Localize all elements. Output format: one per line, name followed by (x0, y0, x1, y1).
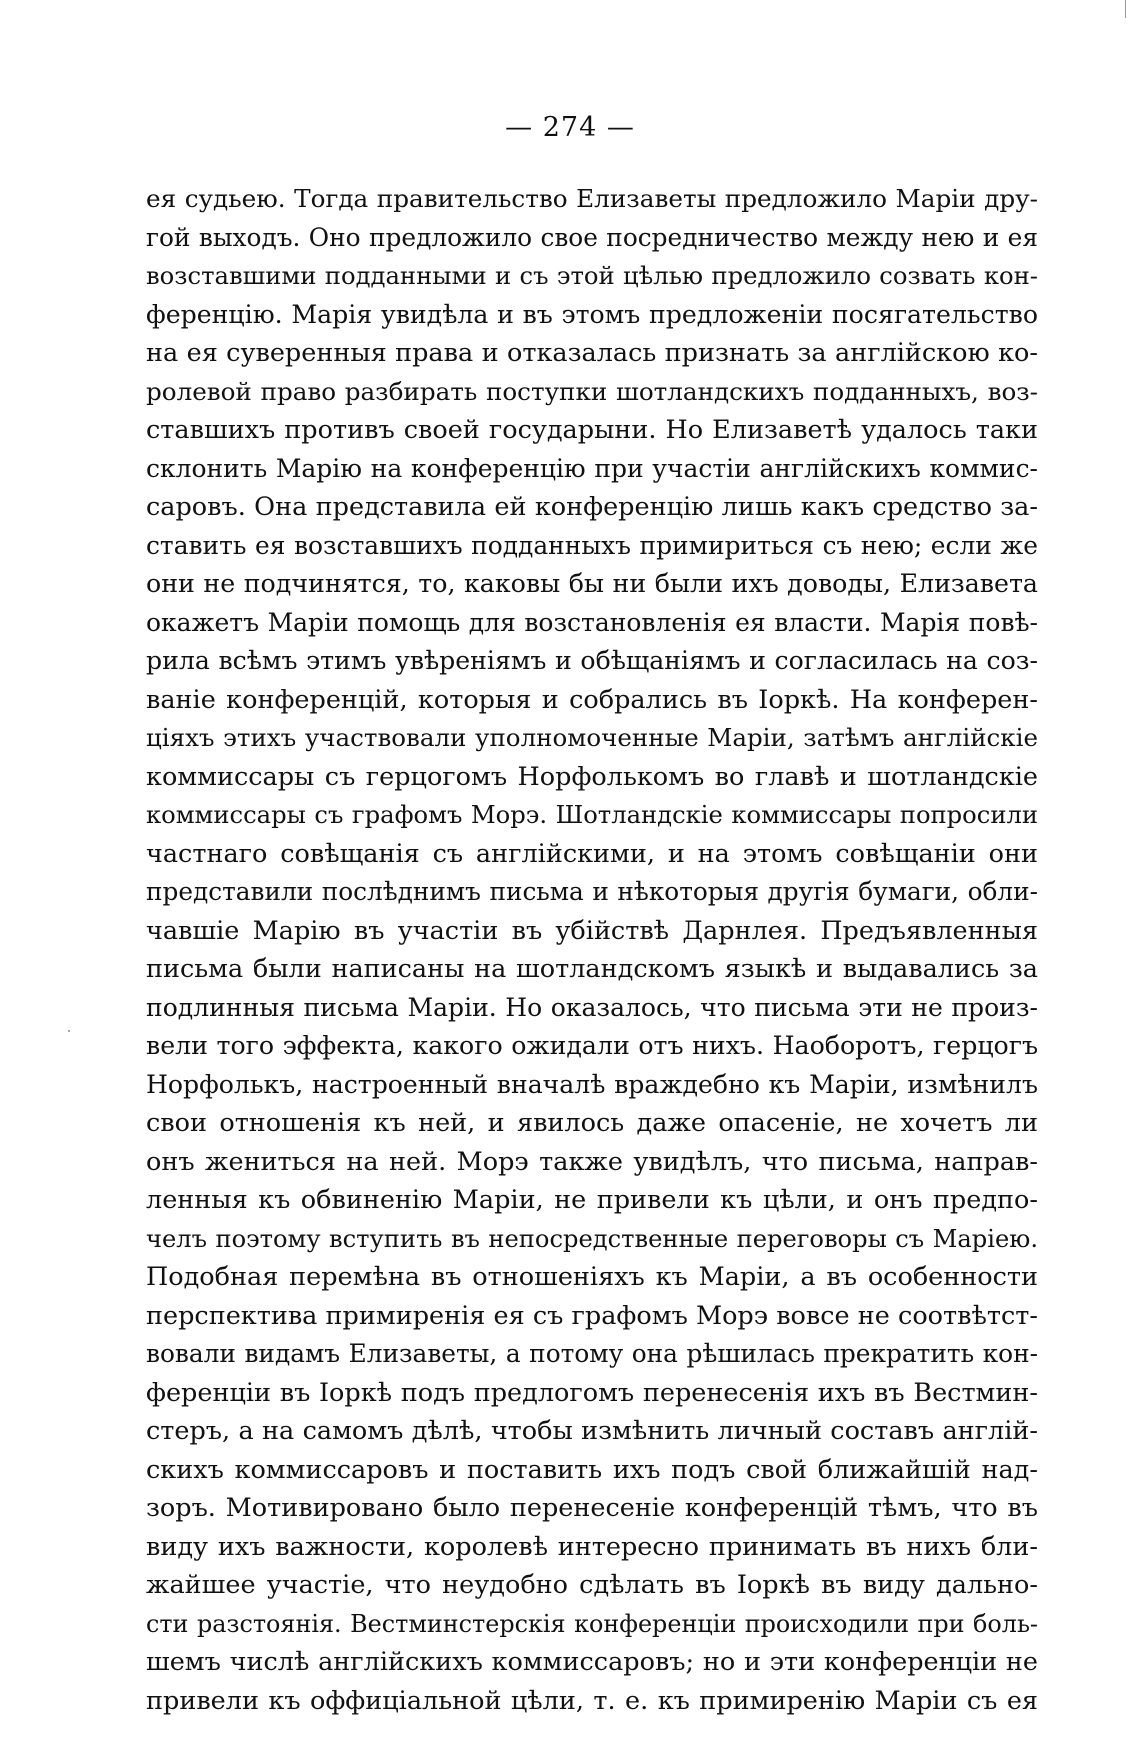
text-line: на ея суверенныя права и отказалась признать за англійскою ко- (146, 338, 1038, 368)
text-line: Подобная перемѣна въ отношеніяхъ къ Маріи, а въ особенности (146, 1262, 1038, 1292)
text-line: рила всѣмъ этимъ увѣреніямъ и обѣщаніямъ и согласилась на соз- (146, 646, 1038, 675)
text-line: склонить Марію на конференцію при участіи англійскихъ коммис- (146, 453, 1038, 483)
text-line: жайшее участіе, что неудобно сдѣлать въ Іоркѣ въ виду дально- (146, 1570, 1038, 1600)
text-line: онъ жениться на ней. Морэ также увидѣлъ, что письма, направ- (146, 1146, 1038, 1177)
text-line: ленныя къ обвиненію Маріи, не привели къ цѣли, и онъ предпо- (146, 1185, 1038, 1215)
text-line: свои отношенія къ ней, и явилось даже опасеніе, не хочетъ ли (146, 1108, 1038, 1138)
text-line: ваніе конференцій, которыя и собрались въ Іоркѣ. На конферен- (146, 684, 1038, 715)
text-line: коммиссары съ графомъ Морэ. Шотландскіе коммиссары попросили (146, 801, 1038, 829)
text-line: ролевой право разбирать поступки шотландскихъ подданныхъ, воз- (146, 376, 1038, 406)
text-line: челъ поэтому вступить въ непосредственные переговоры съ Маріею. (146, 1224, 1038, 1253)
text-line: зоръ. Мотивировано было перенесеніе конференцій тѣмъ, что въ (146, 1493, 1038, 1523)
page-number: — 274 — (505, 112, 635, 143)
text-line: окажетъ Маріи помощь для возстановленія ея власти. Марія повѣ- (146, 607, 1038, 637)
text-line: сти разстоянія. Вестминстерскія конференціи происходили при боль- (146, 1609, 1038, 1638)
text-line: возставшими подданными и съ этой цѣлью предложило созвать кон- (146, 261, 1038, 290)
text-line: коммиссары съ герцогомъ Норфолькомъ во главѣ и шотландскіе (146, 761, 1038, 792)
scan-edge-mark (1125, 0, 1126, 18)
text-line: саровъ. Она представила ей конференцію лишь какъ средство за- (146, 492, 1038, 522)
text-line: частнаго совѣщанія съ англійскими, и на этомъ совѣщаніи они (146, 838, 1038, 869)
text-line: письма были написаны на шотландскомъ языкѣ и выдавались за (146, 954, 1038, 984)
text-line: шемъ числѣ англійскихъ коммиссаровъ; но и эти конференціи не (146, 1647, 1038, 1677)
text-line: стеръ, а на самомъ дѣлѣ, чтобы измѣнить личный составъ англій- (146, 1416, 1038, 1446)
text-line: гой выходъ. Оно предложило свое посредничество между нею и ея (146, 222, 1038, 252)
text-line: ференцію. Марія увидѣла и въ этомъ предложеніи посягательство (146, 299, 1038, 329)
text-line: вели того эффекта, какого ожидали отъ нихъ. Наоборотъ, герцогъ (146, 1031, 1038, 1060)
text-line: ея судьею. Тогда правительство Елизаветы предложило Маріи дру- (146, 184, 1038, 213)
text-line: привели къ оффиціальной цѣли, т. е. къ примиренію Маріи съ ея (146, 1685, 1038, 1716)
text-line: скихъ коммиссаровъ и поставить ихъ подъ свой ближайшій над- (146, 1454, 1038, 1485)
text-line: ціяхъ этихъ участвовали уполномоченные Маріи, затѣмъ англійскіе (146, 723, 1038, 752)
text-line: чавшіе Марію въ участіи въ убійствѣ Дарнлея. Предъявленныя (146, 915, 1038, 946)
body-text (146, 180, 1038, 1720)
text-line: вовали видамъ Елизаветы, а потому она рѣшилась прекратить кон- (146, 1339, 1038, 1368)
text-line: ференціи въ Іоркѣ подъ предлогомъ перенесенія ихъ въ Вестмин- (146, 1377, 1038, 1408)
text-line: подлинныя письма Маріи. Но оказалось, что письма эти не произ- (146, 992, 1038, 1022)
text-line: ставить ея возставшихъ подданныхъ примириться съ нею; если же (146, 530, 1038, 560)
text-line: представили послѣднимъ письма и нѣкоторыя другія бумаги, обли- (146, 877, 1038, 906)
text-line: они не подчинятся, то, каковы бы ни были ихъ доводы, Елизавета (146, 569, 1038, 598)
text-line: ставшихъ противъ своей государыни. Но Елизаветѣ удалось таки (146, 415, 1038, 445)
scan-speck (68, 1030, 70, 1032)
text-line: перспектива примиренія ея съ графомъ Морэ вовсе не соотвѣтст- (146, 1300, 1038, 1331)
text-line: Норфолькъ, настроенный вначалѣ враждебно къ Маріи, измѣнилъ (146, 1069, 1038, 1099)
text-line: виду ихъ важности, королевѣ интересно принимать въ нихъ бли- (146, 1531, 1038, 1562)
